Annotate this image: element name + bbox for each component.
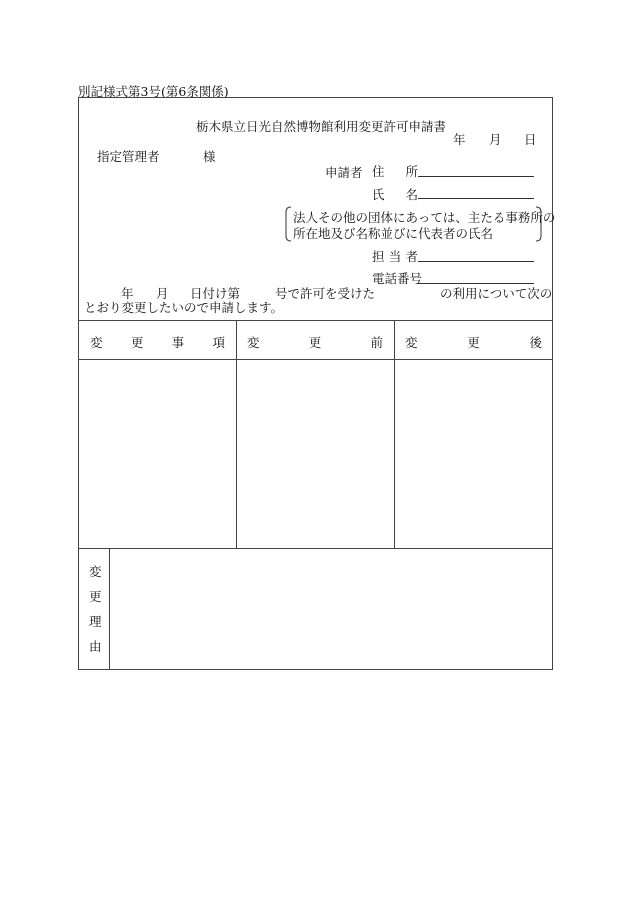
table-top-border (78, 320, 553, 321)
reason-cell[interactable] (110, 549, 552, 669)
right-bracket-icon (535, 206, 543, 242)
header-change-item: 変 更 事 項 (90, 335, 225, 350)
contact-label: 担 当 者 (372, 249, 418, 264)
body-month: 月 (156, 286, 169, 301)
header-after-change: 変 更 後 (405, 335, 542, 350)
header-before-change: 変 更 前 (247, 335, 383, 350)
form-label: 別記様式第3号(第6条関係) (78, 84, 229, 99)
change-item-cell[interactable] (79, 360, 236, 548)
left-bracket-icon (284, 206, 292, 242)
after-change-cell[interactable] (395, 360, 552, 548)
form-title: 栃木県立日光自然博物館利用変更許可申請書 (196, 119, 447, 134)
body-use: の利用について次の (440, 286, 553, 301)
addressee-suffix: 様 (203, 149, 216, 164)
name-label: 氏 名 (372, 187, 418, 202)
address-label: 住 所 (372, 164, 418, 179)
date-day-label: 日 (524, 132, 537, 147)
before-change-cell[interactable] (237, 360, 394, 548)
corp-note-line1: 法人その他の団体にあっては、主たる事務所の (293, 210, 556, 225)
date-month-label: 月 (489, 132, 502, 147)
corp-note-line2: 所在地及び名称並びに代表者の氏名 (293, 226, 494, 241)
contact-field[interactable] (418, 261, 534, 262)
reason-label: 変 更 理 由 (89, 564, 102, 654)
body-permit: 号で許可を受けた (275, 286, 376, 301)
phone-label: 電話番号 (372, 271, 423, 286)
name-field[interactable] (418, 198, 534, 199)
applicant-label: 申請者 (325, 165, 363, 180)
body-line2: とおり変更したいので申請します。 (84, 300, 284, 315)
addressee-name: 指定管理者 (97, 149, 160, 164)
date-year-label: 年 (453, 132, 466, 147)
address-field[interactable] (418, 176, 534, 177)
body-year: 年 (121, 286, 134, 301)
body-dated: 日付け第 (190, 286, 241, 301)
